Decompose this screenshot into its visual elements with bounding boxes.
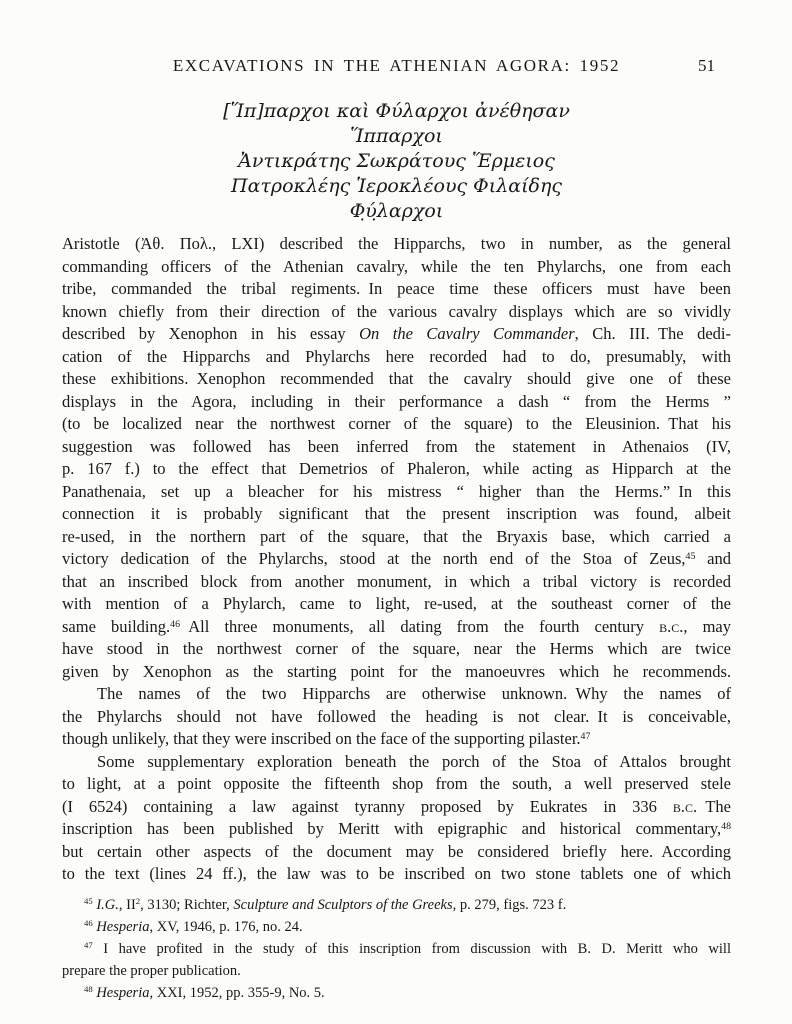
body-line bbox=[62, 503, 731, 526]
article-body bbox=[62, 233, 731, 886]
text-segment: , XXI, 1952, pp. 355-9, No. 5. bbox=[149, 984, 325, 1001]
body-line bbox=[62, 818, 731, 841]
body-line bbox=[62, 436, 731, 459]
footnote-line bbox=[62, 960, 731, 982]
body-line bbox=[62, 391, 731, 414]
text-segment: , XV, 1946, p. 176, no. 24. bbox=[149, 918, 303, 935]
text-segment: , p. 279, figs. 723 f. bbox=[452, 896, 567, 913]
body-line bbox=[62, 593, 731, 616]
text-segment: p. 167 f.) to the effect that Demetrios of Phaleron, while acting as Hipparch at the bbox=[62, 459, 731, 478]
footnote-ref: 2 bbox=[135, 896, 141, 907]
text-segment: same building. bbox=[62, 616, 171, 636]
text-segment: with mention of a Phylarch, came to light, re-used, at the southeast corner of the bbox=[62, 594, 731, 613]
body-line bbox=[62, 301, 731, 324]
text-segment: (I 6524) containing a law against tyranny proposed by Eukrates in 336 bbox=[62, 796, 673, 816]
text-segment: Hesperia bbox=[96, 918, 150, 935]
body-line bbox=[62, 278, 731, 301]
greek-line: [Ἵπ]παρχοι καὶ Φύλαρχοι ἀνέθησαν bbox=[223, 100, 570, 122]
text-segment: cation of the Hipparchs and Phylarchs here recorded had to do, presumably, with bbox=[62, 346, 731, 366]
text-segment: The names of the two Hipparchs are otherwise unknown. Why the names of bbox=[97, 684, 731, 703]
text-segment: (to be localized near the northwest corner of the square) to the Eleusinion. That his bbox=[62, 414, 731, 433]
text-segment: , 3130; Richter, bbox=[140, 896, 234, 913]
footnote-line bbox=[62, 894, 731, 916]
body-line bbox=[62, 728, 731, 751]
body-line bbox=[62, 706, 731, 729]
body-line bbox=[62, 616, 731, 639]
body-line bbox=[62, 368, 731, 391]
body-line bbox=[62, 548, 731, 571]
footnote-ref: 48 bbox=[721, 821, 731, 833]
body-line bbox=[62, 773, 731, 796]
text-segment: Sculpture and Sculptors of the Greeks bbox=[233, 896, 453, 913]
text-segment: Some supplementary exploration beneath the porch of the Stoa of Attalos brought bbox=[97, 751, 731, 771]
text-segment: and bbox=[695, 549, 732, 568]
footnote-ref: 45 bbox=[84, 896, 93, 907]
greek-line: Πατροκλέης Ἱεροκλέους Φιλαίδης bbox=[231, 175, 562, 197]
footnote-ref: 47 bbox=[580, 731, 591, 743]
text-segment: On the Cavalry Commander bbox=[359, 324, 575, 343]
text-segment: The bbox=[697, 796, 731, 816]
text-segment: commanding officers of the Athenian cavalry, while the ten Phylarchs, one from each bbox=[62, 256, 731, 276]
page-number: 51 bbox=[698, 56, 715, 75]
body-line bbox=[62, 526, 731, 549]
footnote-ref: 45 bbox=[685, 551, 696, 563]
text-segment: Aristotle (Ἀθ. Πολ., LXI) described the Hipparchs, two in number, as the general bbox=[62, 234, 731, 253]
body-line bbox=[62, 661, 731, 684]
footnote-ref: 46 bbox=[84, 918, 93, 929]
body-line bbox=[62, 638, 731, 661]
body-line bbox=[62, 323, 731, 346]
text-segment: suggestion was followed has been inferred from the statement in Athenaios (IV, bbox=[62, 436, 731, 456]
text-segment: I have profited in the study of this inscription from discussion with B. D. Meritt who will bbox=[92, 940, 731, 957]
body-line bbox=[62, 796, 731, 819]
text-segment: displays in the Agora, including in their performance a dash “ from the Herms ” bbox=[62, 391, 731, 411]
footnote-line bbox=[62, 938, 731, 960]
text-segment: victory dedication of the Phylarchs, stood at the north end of the Stoa of Zeus, bbox=[62, 549, 686, 568]
text-segment: b.c. bbox=[672, 796, 698, 816]
body-line bbox=[62, 233, 731, 256]
text-segment: connection it is probably significant that the present inscription was found, albeit bbox=[62, 504, 731, 523]
body-line bbox=[62, 481, 731, 504]
text-segment: but certain other aspects of the document may be considered briefly here. According bbox=[62, 841, 731, 861]
greek-inscription bbox=[62, 99, 731, 224]
text-segment: All three monuments, all dating from the fourth century bbox=[180, 616, 660, 636]
text-segment: to light, at a point opposite the fifteenth shop from the south, a well preserved stele bbox=[62, 774, 731, 793]
body-line bbox=[62, 256, 731, 279]
body-line bbox=[62, 346, 731, 369]
text-segment: that an inscribed block from another monument, in which a tribal victory is recorded bbox=[62, 571, 731, 591]
text-segment: known chiefly from their direction of the various cavalry displays which are so vividly bbox=[62, 301, 731, 321]
body-line bbox=[62, 841, 731, 864]
greek-line: Ἵππαρχοι bbox=[350, 125, 443, 147]
footnote-line bbox=[62, 982, 731, 1004]
text-segment: prepare the proper publication. bbox=[62, 962, 241, 979]
page-header bbox=[62, 56, 731, 78]
text-segment: have stood in the northwest corner of the square, near the Herms which are twice bbox=[62, 639, 731, 658]
footnote-line bbox=[62, 916, 731, 938]
text-segment: b.c. bbox=[659, 616, 684, 636]
text-segment: , II bbox=[118, 896, 136, 913]
text-segment: described by Xenophon in his essay bbox=[62, 324, 360, 343]
page-content bbox=[62, 56, 731, 1004]
text-segment: to the text (lines 24 ff.), the law was to be inscribed on two stone tablets one of which bbox=[62, 864, 731, 883]
greek-line: Ἀντικράτης Σωκράτους Ἕρμειος bbox=[238, 150, 555, 172]
text-segment: though unlikely, that they were inscribed on the face of the supporting pilaster. bbox=[62, 729, 581, 748]
article-title: EXCAVATIONS IN THE ATHENIAN AGORA: 1952 bbox=[172, 56, 621, 75]
body-line bbox=[62, 413, 731, 436]
text-segment: these exhibitions. Xenophon recommended that the cavalry should give one of these bbox=[62, 369, 731, 388]
text-segment: Hesperia bbox=[96, 984, 150, 1001]
text-segment: inscription has been published by Meritt with epigraphic and historical commentary, bbox=[62, 819, 722, 838]
footnote-ref: 46 bbox=[170, 618, 181, 630]
body-line bbox=[62, 863, 731, 886]
body-line bbox=[62, 571, 731, 594]
body-line bbox=[62, 751, 731, 774]
text-segment: , may bbox=[683, 616, 732, 636]
body-line bbox=[62, 683, 731, 706]
text-segment: the Phylarchs should not have followed the heading is not clear. It is conceivable, bbox=[62, 706, 731, 726]
text-segment: given by Xenophon as the starting point for the manoeuvres which he recommends. bbox=[62, 661, 731, 681]
footnote-ref: 48 bbox=[84, 984, 93, 995]
text-segment: Panathenaia, set up a bleacher for his mistress “ higher than the Herms.” In this bbox=[62, 481, 731, 501]
body-line bbox=[62, 458, 731, 481]
greek-line: Φ̣ύ̣λαρχοι bbox=[349, 200, 444, 222]
text-segment: tribe, commanded the tribal regiments. In peace time these officers must have been bbox=[62, 279, 731, 298]
text-segment: re-used, in the northern part of the square, that the Bryaxis base, which carried a bbox=[62, 526, 731, 546]
text-segment: I.G. bbox=[96, 896, 119, 913]
footnotes-section bbox=[62, 894, 731, 1004]
text-segment: , Ch. III. The dedi- bbox=[574, 324, 731, 343]
footnote-ref: 47 bbox=[84, 940, 93, 951]
